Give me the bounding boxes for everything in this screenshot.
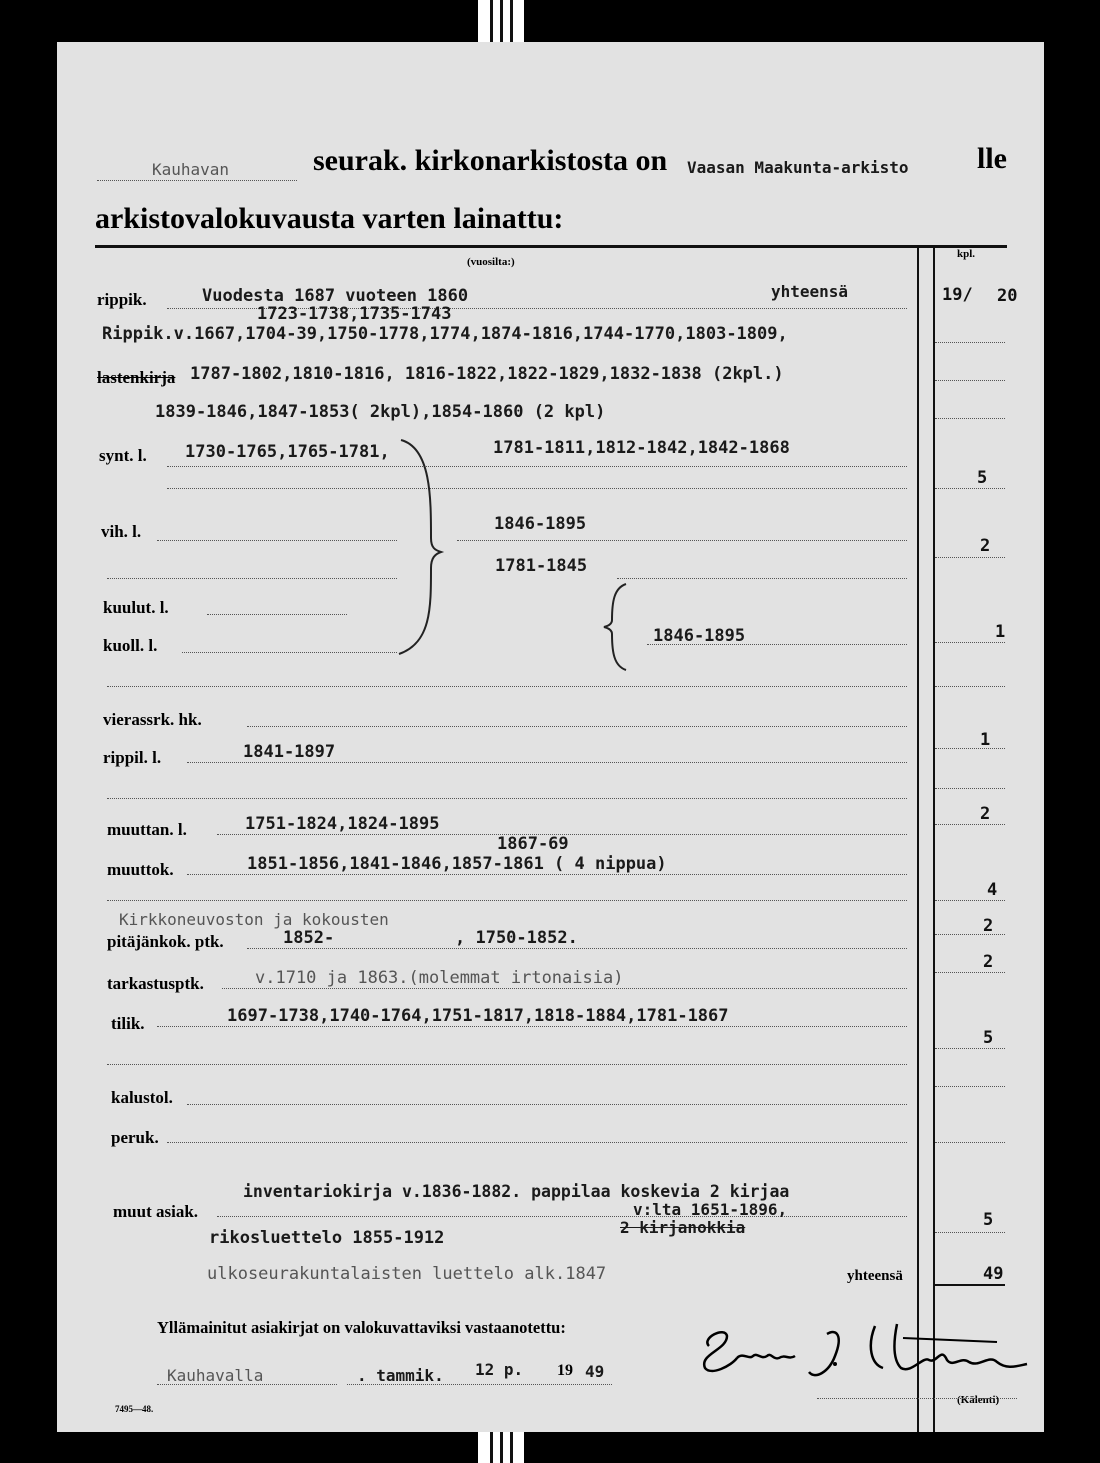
- tarkastusptk-count: 2: [983, 952, 994, 972]
- muuttok-label: muuttok.: [107, 860, 174, 879]
- receipt-year: 49: [585, 1362, 605, 1381]
- lastenkirja-label: lastenkirja: [97, 368, 176, 387]
- muut-line1: inventariokirja v.1836-1882. pappilaa koskevia 2 kirjaa: [243, 1182, 790, 1201]
- synt-left-range: 1730-1765,1765-1781,: [185, 442, 390, 462]
- kuoll-count: 1: [995, 622, 1006, 642]
- muuttan-label: muuttan. l.: [107, 820, 187, 839]
- vih-label: vih. l.: [101, 522, 142, 541]
- kuoll-range: 1846-1895: [653, 626, 746, 646]
- grand-total-value: 49: [983, 1264, 1004, 1284]
- recipient-archive: Vaasan Maakunta-arkisto: [687, 158, 909, 177]
- pitajankok-range-a: 1852-: [283, 928, 335, 948]
- archive-form-page: [57, 42, 1044, 1432]
- pitajankok-range-b: , 1750-1852.: [455, 928, 578, 948]
- muuttok-range: 1851-1856,1841-1846,1857-1861 ( 4 nippua): [247, 854, 667, 874]
- muuttok-count: 4: [987, 880, 998, 900]
- muut-line2: rikosluettelo 1855-1912: [209, 1228, 445, 1248]
- receipt-year-prefix: 19: [557, 1362, 573, 1379]
- pitajankok-above: Kirkkoneuvoston ja kokousten: [119, 910, 389, 929]
- years-column-header: (vuosilta:): [467, 256, 515, 268]
- lastenkirja-line2: 1839-1846,1847-1853( 2kpl),1854-1860 (2 kpl): [155, 402, 606, 422]
- form-title-line1: seurak. kirkonarkistosta on: [313, 144, 668, 177]
- receipt-month: . tammik.: [357, 1366, 444, 1385]
- form-title-line2: arkistovalokuvausta varten lainattu:: [95, 202, 564, 235]
- muut-line1b: v:lta 1651-1896,: [633, 1200, 788, 1219]
- synt-label: synt. l.: [99, 446, 147, 465]
- lastenkirja-line1: 1787-1802,1810-1816, 1816-1822,1822-1829,1832-1838 (2kpl.): [190, 364, 784, 384]
- muut-line3: ulkoseurakuntalaisten luettelo alk.1847: [207, 1264, 607, 1284]
- muut-asiak-label: muut asiak.: [113, 1202, 199, 1221]
- film-strip-top: [478, 0, 524, 44]
- synt-right-range: 1781-1811,1812-1842,1842-1868: [493, 438, 790, 458]
- vih-count: 2: [980, 536, 991, 556]
- rippik-extra-upper: 1723-1738,1735-1743: [257, 304, 452, 324]
- rippil-count: 1: [980, 730, 991, 750]
- print-code: 7495—48.: [115, 1404, 154, 1414]
- rippil-label: rippil. l.: [103, 748, 162, 767]
- rippik-count-prefix: 19/: [942, 285, 973, 305]
- film-strip-bottom: [478, 1432, 524, 1463]
- grouping-brace-small: [602, 582, 632, 672]
- grouping-brace-large: [395, 438, 445, 658]
- column-divider-right: [933, 248, 935, 1432]
- muut-line1c: 2 kirjanokkia: [620, 1218, 746, 1237]
- muuttok-upper: 1867-69: [497, 834, 569, 854]
- muuttan-count: 2: [980, 804, 991, 824]
- receipt-place: Kauhavalla: [167, 1366, 264, 1385]
- pitajankok-count: 2: [983, 916, 994, 936]
- tilik-range: 1697-1738,1740-1764,1751-1817,1818-1884,1781-1867: [227, 1006, 729, 1026]
- pitajankok-label: pitäjänkok. ptk.: [107, 932, 224, 951]
- kuulut-label: kuulut. l.: [103, 598, 169, 617]
- rippil-range: 1841-1897: [243, 742, 336, 762]
- column-divider-left: [917, 248, 919, 1432]
- signature: [697, 1316, 1037, 1386]
- muuttan-range: 1751-1824,1824-1895: [245, 814, 440, 834]
- rippik-extra-line: Rippik.v.1667,1704-39,1750-1778,1774,1874-1816,1744-1770,1803-1809,: [102, 324, 788, 344]
- header-rule: [95, 245, 1007, 248]
- vierassrk-label: vierassrk. hk.: [103, 710, 202, 729]
- rippik-count: 20: [997, 286, 1018, 306]
- receipt-day: 12 p.: [475, 1360, 524, 1379]
- kuoll-label: kuoll. l.: [103, 636, 158, 655]
- signature-role: (Kälenti): [957, 1394, 1000, 1406]
- synt-count: 5: [977, 468, 988, 488]
- vih-range-b: 1781-1845: [495, 556, 588, 576]
- count-column-header: kpl.: [957, 248, 976, 260]
- tarkastusptk-value: v.1710 ja 1863.(molemmat irtonaisia): [255, 968, 624, 988]
- tilik-count: 5: [983, 1028, 994, 1048]
- peruk-label: peruk.: [111, 1128, 159, 1147]
- rippik-label: rippik.: [97, 290, 147, 309]
- parish-name: Kauhavan: [152, 160, 230, 179]
- rippik-range: Vuodesta 1687 vuoteen 1860: [202, 286, 469, 306]
- tilik-label: tilik.: [111, 1014, 145, 1033]
- title-suffix: lle: [977, 142, 1007, 175]
- muut-count: 5: [983, 1210, 994, 1230]
- rippik-total-label: yhteensä: [771, 282, 849, 301]
- tarkastusptk-label: tarkastusptk.: [107, 974, 204, 993]
- vih-range-a: 1846-1895: [494, 514, 587, 534]
- kalustol-label: kalustol.: [111, 1088, 173, 1107]
- grand-total-label: yhteensä: [847, 1268, 903, 1284]
- receipt-statement: Yllämainitut asiakirjat on valokuvattaviksi vastaanotettu:: [157, 1318, 566, 1337]
